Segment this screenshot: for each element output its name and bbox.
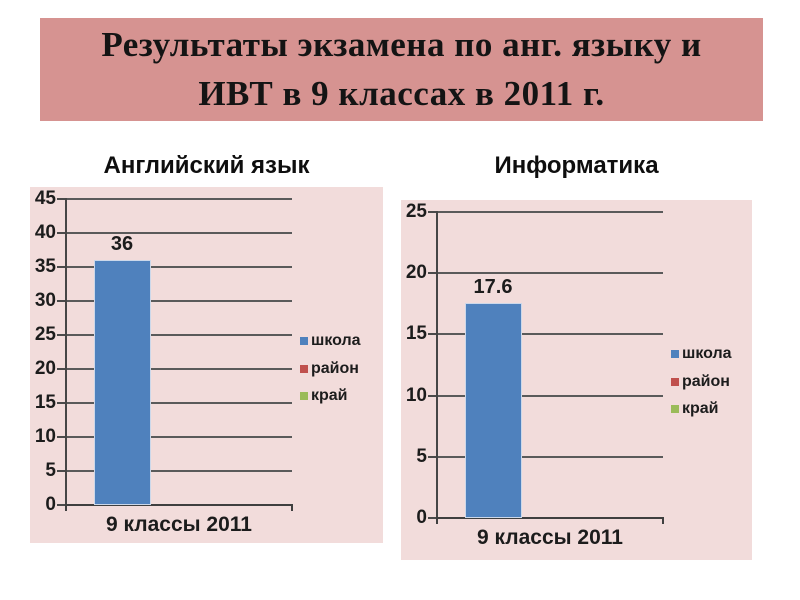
legend-swatch xyxy=(300,365,308,373)
y-tick-label: 15 xyxy=(405,323,427,345)
axis-end-tick xyxy=(65,505,67,511)
legend-item xyxy=(671,399,719,419)
legend-item xyxy=(671,344,732,364)
y-tick-label: 25 xyxy=(405,201,427,222)
chart-title-informatics: Информатика xyxy=(494,152,659,179)
y-tick-label: 5 xyxy=(45,460,56,481)
legend-label: край xyxy=(682,400,719,417)
slide-title-banner xyxy=(40,18,763,121)
slide-title-line-1: Результаты экзамена по анг. языку и xyxy=(101,25,702,65)
axis-end-tick xyxy=(291,505,293,511)
y-tick-label: 35 xyxy=(34,256,56,277)
value-axis xyxy=(65,198,67,507)
legend-swatch xyxy=(300,337,308,345)
legend-label: школа xyxy=(682,345,732,362)
bar-value-label: 17.6 xyxy=(473,275,513,298)
y-tick-label: 0 xyxy=(416,507,427,528)
axis-end-tick xyxy=(662,518,664,524)
bar-value-label: 36 xyxy=(110,233,134,256)
bar xyxy=(94,260,151,505)
legend-label: район xyxy=(682,372,730,390)
legend-item xyxy=(300,359,359,379)
legend-label: школа xyxy=(311,332,361,349)
chart-english-language xyxy=(30,187,383,543)
axis-end-tick xyxy=(436,518,438,524)
category-label: 9 классы 2011 xyxy=(477,526,623,549)
y-tick-label: 20 xyxy=(34,358,56,379)
y-tick-label: 5 xyxy=(416,445,427,467)
legend-label: район xyxy=(311,359,359,377)
gridline xyxy=(437,272,663,274)
category-label: 9 классы 2011 xyxy=(106,513,252,536)
y-tick-label: 15 xyxy=(34,392,56,413)
chart-title-english: Английский язык xyxy=(103,152,310,179)
y-tick-label: 20 xyxy=(405,262,427,284)
bar xyxy=(465,303,522,518)
y-tick-label: 0 xyxy=(45,494,56,515)
legend-label: край xyxy=(311,387,348,404)
y-tick-label: 30 xyxy=(34,290,56,311)
slide-title-line-2: ИВТ в 9 классах в 2011 г. xyxy=(198,73,605,113)
y-tick-label: 45 xyxy=(34,188,56,209)
legend-swatch xyxy=(300,392,308,400)
legend-item xyxy=(671,372,730,392)
y-tick-label: 10 xyxy=(34,426,56,447)
gridline xyxy=(66,198,292,200)
gridline xyxy=(437,211,663,213)
legend-swatch xyxy=(671,350,679,358)
value-axis xyxy=(436,211,438,520)
legend-swatch xyxy=(671,378,679,386)
y-tick-label: 10 xyxy=(405,384,427,406)
legend-item xyxy=(300,331,361,351)
legend-item xyxy=(300,386,348,406)
y-tick-label: 40 xyxy=(34,222,56,243)
legend-swatch xyxy=(671,405,679,413)
chart-informatics xyxy=(401,200,752,560)
y-tick-label: 25 xyxy=(34,324,56,345)
